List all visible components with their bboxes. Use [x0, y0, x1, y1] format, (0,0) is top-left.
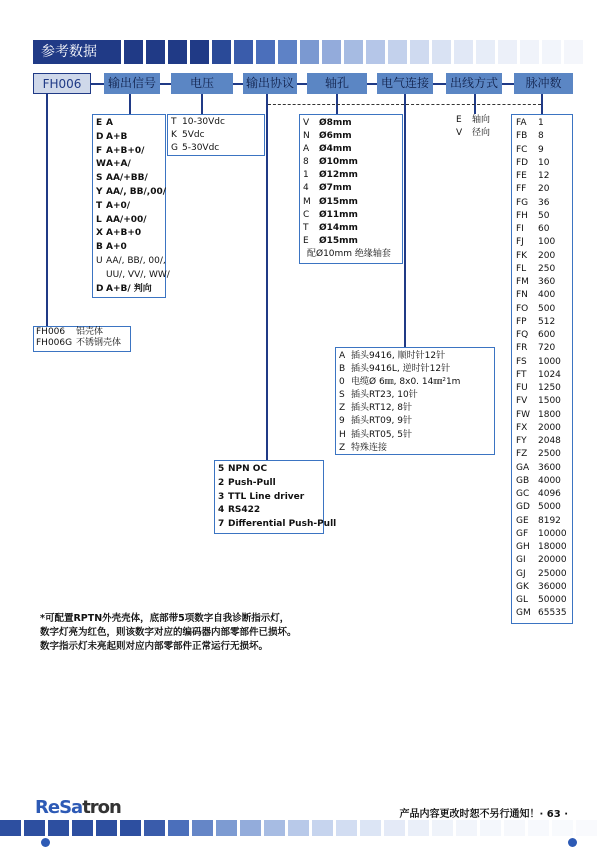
footer-block [408, 820, 429, 836]
footer-block [384, 820, 405, 836]
option-row: GL 50000 [516, 595, 567, 605]
title-block [124, 40, 143, 64]
footer-block [240, 820, 261, 836]
footer-block [216, 820, 237, 836]
footer-block [264, 820, 285, 836]
footer-dot [41, 838, 50, 847]
option-row: FI 60 [516, 224, 550, 234]
option-row: 9 插头RT09, 9针 [339, 416, 412, 427]
protocol-connector [266, 94, 268, 460]
title-block [410, 40, 429, 64]
option-row: Z 特殊连接 [339, 442, 388, 453]
title-block [432, 40, 451, 64]
option-row: A Ø4mm [303, 144, 352, 155]
option-row: V 径向 [456, 128, 491, 139]
header-voltage: 电压 [171, 73, 233, 94]
model-connector [46, 94, 48, 326]
option-row: 8 Ø10mm [303, 157, 358, 168]
dashed-guide [406, 104, 541, 105]
title-block [146, 40, 165, 64]
option-row: 5 NPN OC [218, 464, 268, 474]
option-row: K 5Vdc [171, 130, 205, 141]
option-row: N Ø6mm [303, 131, 352, 142]
option-row: E Ø15mm [303, 235, 358, 246]
option-row: FU 1250 [516, 383, 561, 393]
option-row: 0 电缆Ø 6㎜, 8x0. 14㎜²1m [339, 377, 461, 388]
option-row: FE 12 [516, 171, 550, 181]
option-row: FS 1000 [516, 356, 561, 367]
header-model: FH006 [33, 73, 91, 94]
header-outlet: 出线方式 [446, 73, 502, 94]
title-block [344, 40, 363, 64]
footer-block [456, 820, 477, 836]
option-row: L AA/+00/ [96, 214, 147, 225]
footer-block [0, 820, 21, 836]
option-row: FD 10 [516, 157, 550, 168]
option-row: 4 RS422 [218, 505, 261, 516]
footer-block [312, 820, 333, 836]
title-block [498, 40, 517, 64]
title-block [388, 40, 407, 64]
title-block [476, 40, 495, 64]
connection-connector [404, 94, 406, 347]
footer-block [144, 820, 165, 836]
model-options [33, 326, 131, 352]
option-row: FK 200 [516, 250, 556, 261]
option-row: Y AA/, BB/,00/ [96, 186, 167, 197]
option-row: T Ø14mm [303, 222, 358, 233]
footer-block [528, 820, 549, 836]
note-line: 数字指示灯未亮起则对应内部零部件正常运行无损坏。 [40, 641, 269, 652]
option-row: G 5-30Vdc [171, 143, 220, 154]
footer-block [288, 820, 309, 836]
option-row: M Ø15mm [303, 196, 358, 207]
footer-block [192, 820, 213, 836]
output-signal-connector [129, 94, 131, 114]
title-block [256, 40, 275, 64]
option-row: 3 TTL Line driver [218, 491, 305, 502]
option-row: B 插头9416L, 逆时针12针 [339, 364, 451, 375]
option-row: FM 360 [516, 277, 556, 287]
option-row: FW 1800 [516, 409, 561, 420]
option-row: 7 Differential Push-Pull [218, 519, 337, 530]
footer-bar [0, 820, 600, 836]
option-row: GB 4000 [516, 475, 561, 486]
footer-dot [568, 838, 577, 847]
option-row: C Ø11mm [303, 209, 358, 220]
footer-block [72, 820, 93, 836]
pulse-connector [541, 94, 543, 114]
option-row: T A+0/ [96, 200, 131, 211]
page-title: 参考数据 [33, 40, 121, 64]
option-row: Z 插头RT12, 8针 [339, 403, 412, 414]
protocol-options [214, 460, 337, 534]
diagnostic-note [40, 612, 297, 654]
option-row: FZ 2500 [516, 449, 561, 460]
option-row: FG 36 [516, 197, 550, 208]
option-row: FT 1024 [516, 369, 561, 380]
option-row: E 轴向 [456, 115, 491, 125]
output-signal-options [92, 114, 170, 298]
footer-block [576, 820, 597, 836]
option-row: V Ø8mm [303, 118, 352, 128]
note-line: *可配置RPTN外壳壳体，底部带5项数字自我诊断指示灯， [40, 613, 290, 624]
option-row: GK 36000 [516, 581, 567, 592]
title-block [212, 40, 231, 64]
option-row: S 插头RT23, 10针 [339, 390, 418, 401]
footer-block [48, 820, 69, 836]
footer-block [504, 820, 525, 836]
option-row: FP 512 [516, 316, 556, 327]
footer-block [480, 820, 501, 836]
option-row: E A [96, 118, 113, 128]
footer-block [336, 820, 357, 836]
header-protocol: 输出协议 [243, 73, 297, 94]
title-block [564, 40, 583, 64]
option-row: GI 20000 [516, 555, 567, 566]
footer-notice: 产品内容更改时恕不另行通知！· 63 · [399, 809, 568, 820]
option-row: FY 2048 [516, 436, 561, 446]
title-block [234, 40, 253, 64]
dashed-guide [268, 104, 404, 105]
option-row: GH 18000 [516, 542, 567, 552]
title-bar [33, 40, 583, 64]
option-row: GE 8192 [516, 515, 561, 526]
option-row: X A+B+0 [96, 228, 142, 239]
option-row: FA 1 [516, 118, 544, 128]
option-row: 2 Push-Pull [218, 477, 276, 488]
title-block [542, 40, 561, 64]
option-row: B A+0 [96, 242, 127, 253]
footer-block [552, 820, 573, 836]
header-output-signal: 输出信号 [104, 73, 160, 94]
header-shaft: 轴孔 [307, 73, 367, 94]
option-row: FF 20 [516, 184, 550, 195]
note-line: 数字灯亮为红色，则该数字对应的编码器内部零部件已损坏。 [40, 627, 297, 638]
title-block [300, 40, 319, 64]
voltage-connector [201, 94, 203, 114]
option-row: GM 65535 [516, 608, 567, 619]
title-block [454, 40, 473, 64]
footer-block [432, 820, 453, 836]
title-block [168, 40, 187, 64]
option-row: FN 400 [516, 290, 556, 301]
option-row: 1 Ø12mm [303, 170, 358, 181]
option-row: A 插头9416, 顺时针12针 [339, 351, 446, 361]
option-row: GJ 25000 [516, 568, 567, 579]
option-row: UU/, VV/, WW/ [106, 269, 170, 280]
title-block [322, 40, 341, 64]
option-row: F A+B+0/ [96, 145, 145, 156]
option-row: GC 4096 [516, 489, 561, 499]
title-block [366, 40, 385, 64]
option-row: H 插头RT05, 5针 [339, 429, 412, 440]
brand-logo: ReSatron [35, 797, 121, 818]
footer-block [120, 820, 141, 836]
option-row: FR 720 [516, 343, 556, 354]
header-pulse: 脉冲数 [514, 73, 573, 94]
option-row: FH006G 不锈钢壳体 [36, 338, 122, 348]
footer-block [360, 820, 381, 836]
title-block [278, 40, 297, 64]
option-row: FX 2000 [516, 422, 561, 433]
option-row: GF 10000 [516, 528, 567, 539]
option-row: FC 9 [516, 144, 544, 155]
option-row: FV 1500 [516, 396, 561, 407]
option-row: FJ 100 [516, 237, 556, 248]
option-row: S AA/+BB/ [96, 173, 148, 184]
title-block [520, 40, 539, 64]
title-block [190, 40, 209, 64]
shaft-options [299, 114, 403, 264]
option-row: FO 500 [516, 303, 556, 314]
voltage-options [167, 114, 265, 156]
option-row: GD 5000 [516, 502, 561, 513]
option-row: U AA/, BB/, 00/, [96, 255, 166, 266]
connection-options [335, 347, 495, 455]
option-row: W A+A/ [96, 159, 131, 170]
option-row: FB 8 [516, 131, 544, 142]
option-row: FL 250 [516, 263, 556, 274]
footer-block [168, 820, 189, 836]
option-row: T 10-30Vdc [171, 117, 225, 127]
option-row: 配Ø10mm 绝缘轴套 [307, 248, 391, 259]
option-row: D A+B/ 判向 [96, 283, 152, 294]
option-row: GA 3600 [516, 462, 561, 473]
option-row: FH 50 [516, 210, 550, 221]
option-row: FQ 600 [516, 330, 556, 340]
option-row: FH006 铝壳体 [36, 327, 104, 337]
option-row: 4 Ø7mm [303, 183, 352, 194]
footer-block [24, 820, 45, 836]
header-connection: 电气连接 [377, 73, 433, 94]
pulse-options [511, 114, 573, 624]
option-row: D A+B [96, 131, 128, 142]
outlet-options [456, 114, 490, 140]
footer-block [96, 820, 117, 836]
